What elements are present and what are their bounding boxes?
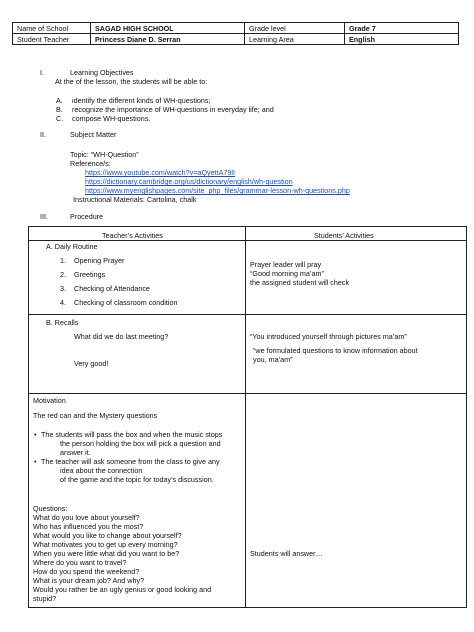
column-divider [245, 227, 246, 607]
objectives-intro: At the of the lesson, the students will be able to: [55, 77, 208, 86]
daily-routine-title: A. Daily Routine [46, 242, 98, 251]
recalls-student-answer-2b: you, ma’am” [253, 355, 293, 364]
objective-item-a: identify the different kinds of WH-questions; [72, 96, 211, 105]
reference-link-youtube[interactable]: https://www.youtube.com/watch?v=aQyettA79lI [85, 168, 236, 177]
recalls-praise: Very good! [74, 359, 109, 368]
question-item: When you were little what did you want to be? [33, 549, 180, 558]
routine-row-divider [29, 314, 466, 315]
header-table [12, 22, 459, 45]
subject-title: Subject Matter [70, 130, 117, 139]
question-item: What would you like to change about yourself? [33, 531, 182, 540]
header-row-divider [29, 240, 466, 241]
objective-marker-a: A. [56, 96, 63, 105]
motivation-title: Motivation [33, 396, 66, 405]
teacher-value: Princess Diane D. Serran [91, 34, 245, 45]
subject-topic: Topic: “WH-Question” [70, 150, 139, 159]
routine-student-line-3: the assigned student will check [250, 278, 350, 287]
procedure-title: Procedure [70, 212, 104, 221]
routine-item-1: Opening Prayer [74, 256, 125, 265]
routine-marker-4: 4. [60, 298, 66, 307]
header-row-teacher [13, 34, 459, 45]
routine-item-3: Checking of Attendance [74, 284, 150, 293]
teacher-label: Student Teacher [13, 34, 91, 45]
motivation-bullet-2c: of the game and the topic for today’s discussion. [60, 475, 214, 484]
motivation-bullet-2a: The teacher will ask someone from the class to give any [41, 457, 220, 466]
motivation-bullet-1c: answer it. [60, 448, 91, 457]
students-activities-header: Students’ Activities [314, 231, 374, 240]
objectives-numeral: I. [40, 68, 44, 77]
question-item: Would you rather be an ugly genius or good looking and [33, 585, 212, 594]
header-row-school [13, 23, 459, 34]
recalls-question: What did we do last meeting? [74, 332, 169, 341]
recalls-student-answer-1: “You introduced yourself through pictures ma’am” [250, 332, 407, 341]
question-item: What motivates you to get up every morning? [33, 540, 178, 549]
questions-label: Questions: [33, 504, 68, 513]
motivation-subtitle: The red can and the Mystery questions [33, 411, 158, 420]
bullet-icon: • [34, 430, 37, 439]
question-item: Who has influenced you the most? [33, 522, 144, 531]
routine-marker-2: 2. [60, 270, 66, 279]
routine-marker-3: 3. [60, 284, 66, 293]
references-label: Reference/s: [70, 159, 111, 168]
routine-student-line-1: Prayer leader will pray [250, 260, 322, 269]
recalls-student-answer-2a: “we formulated questions to know information about [253, 346, 418, 355]
area-label: Learning Area [245, 34, 345, 45]
motivation-bullet-1a: The students will pass the box and when the music stops [41, 430, 223, 439]
recalls-title: B. Recalls [46, 318, 79, 327]
question-item: stupid? [33, 594, 57, 603]
objective-marker-c: C. [56, 114, 64, 123]
school-label: Name of School [13, 23, 91, 34]
reference-link-cambridge[interactable]: https://dictionary.cambridge.org/us/dictionary/english/wh-question [85, 177, 293, 186]
routine-item-2: Greetings [74, 270, 106, 279]
question-item: Where do you want to travel? [33, 558, 127, 567]
recalls-row-divider [29, 393, 466, 394]
grade-label: Grade level [245, 23, 345, 34]
motivation-student-response: Students will answer… [250, 549, 323, 558]
question-item: What do you love about yourself? [33, 513, 140, 522]
objective-item-b: recognize the importance of WH-questions in everyday life; and [72, 105, 274, 114]
objective-item-c: compose WH-questions. [72, 114, 151, 123]
teacher-activities-header: Teacher’s Activities [102, 231, 163, 240]
question-item: How do you spend the weekend? [33, 567, 140, 576]
objectives-title: Learning Objectives [70, 68, 134, 77]
bullet-icon: • [34, 457, 37, 466]
procedure-numeral: III. [40, 212, 48, 221]
motivation-bullet-1b: the person holding the box will pick a question and [60, 439, 221, 448]
procedure-table [28, 226, 467, 608]
area-value: English [345, 34, 459, 45]
routine-item-4: Checking of classroom condition [74, 298, 178, 307]
question-item: What is your dream job? And why? [33, 576, 145, 585]
objective-marker-b: B. [56, 105, 63, 114]
instructional-materials: Instructional Materials: Cartolina, chalk [73, 195, 197, 204]
routine-marker-1: 1. [60, 256, 66, 265]
reference-link-myenglishpages[interactable]: https://www.myenglishpages.com/site_php_files/grammar-lesson-wh-questions.php [85, 186, 350, 195]
motivation-bullet-2b: idea about the connection [60, 466, 143, 475]
school-value: SAGAD HIGH SCHOOL [91, 23, 245, 34]
subject-numeral: II. [40, 130, 46, 139]
routine-student-line-2: “Good morning ma’am” [250, 269, 324, 278]
grade-value: Grade 7 [345, 23, 459, 34]
